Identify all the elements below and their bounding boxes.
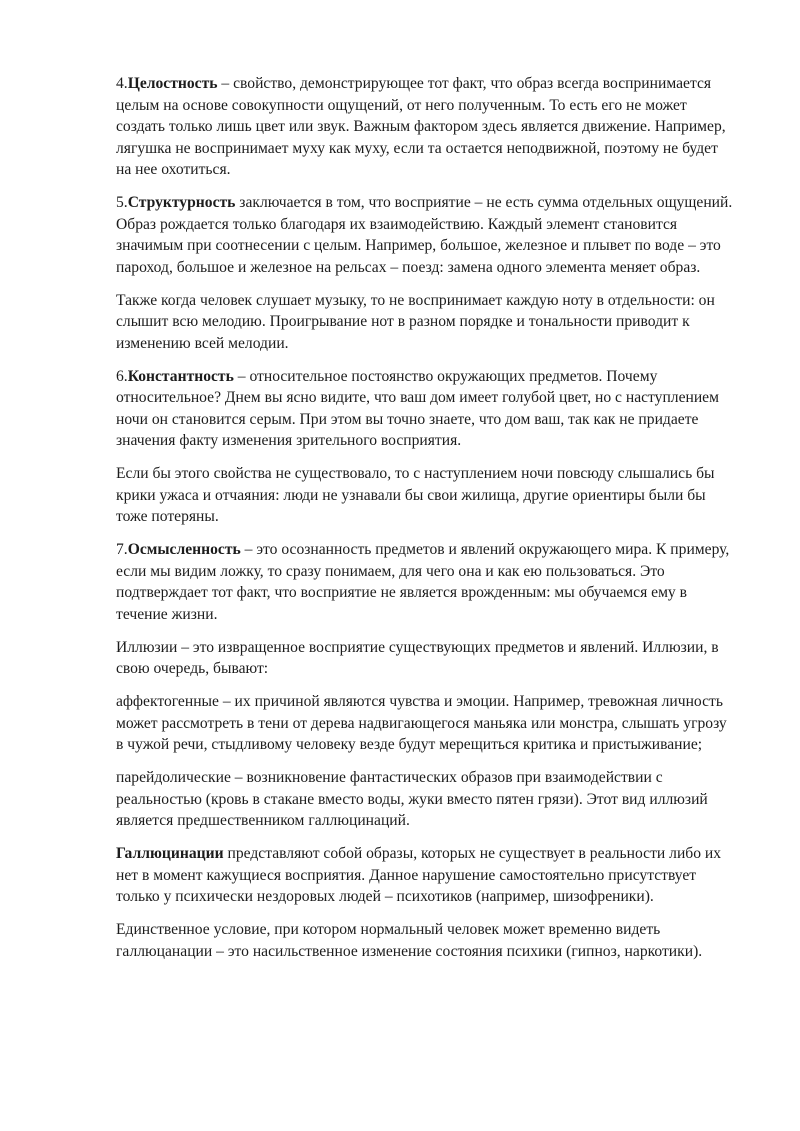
term-heading: Осмысленность — [127, 541, 241, 558]
term-heading: Константность — [127, 367, 234, 385]
paragraph-text: Также когда человек слушает музыку, то не воспринимает каждую ноту в отдельности: он слышит всю мелодию. Проигрывание нот в разном порядке и тональности приводит к изменению всей мелодии. — [116, 291, 715, 352]
paragraph-text: Если бы этого свойства не существовало, то с наступлением ночи повсюду слышались бы крики ужаса и отчаяния: люди не узнавали бы свои жилища, другие ориентиры были бы тоже потеряны. — [116, 465, 715, 525]
paragraph-text: – относительное постоянство окружающих предметов. Почему относительное? Днем вы ясно видите, что ваш дом имеет голубой цвет, но с наступлением ночи он становится серым. При этом вы точно знаете, что дом ваш, так как не придаете значения факту изменения зрительного восприятия. — [116, 367, 719, 449]
paragraph-text: – это осознанность предметов и явлений окружающего мира. К примеру, если мы видим ложку, то сразу понимаем, для чего она и как ею пользоваться. Это подтверждает тот факт, что восприятие не является врожденным: мы обучаемся ему в течение жизни. — [116, 541, 730, 623]
item-number: 7. — [116, 541, 128, 558]
document-body — [116, 73, 736, 974]
paragraph-text: аффектогенные – их причиной являются чувства и эмоции. Например, тревожная личность может рассмотреть в тени от дерева надвигающегося маньяка или монстра, слышать угрозу в чужой речи, стыдливому человеку везде будут мерещиться критика и пристыживание; — [116, 693, 727, 753]
term-heading: Целостность — [127, 75, 218, 92]
paragraph-constancy-example — [116, 463, 736, 528]
paragraph-text: Иллюзии – это извращенное восприятие существующих предметов и явлений. Иллюзии, в свою очередь, бывают: — [116, 638, 719, 677]
item-number: 5. — [116, 194, 128, 211]
paragraph-constancy — [116, 366, 736, 452]
paragraph-hallucinations — [116, 843, 736, 908]
paragraph-music-example — [116, 290, 736, 355]
paragraph-pareidolic — [116, 767, 736, 832]
paragraph-integrity — [116, 73, 736, 181]
paragraph-text: Единственное условие, при котором нормальный человек может временно видеть галлюцанации – это насильственное изменение состояния психики (гипноз, наркотики). — [116, 921, 703, 960]
item-number: 6. — [116, 367, 128, 385]
paragraph-structure — [116, 192, 736, 278]
term-heading: Структурность — [127, 194, 236, 211]
paragraph-text: парейдолические – возникновение фантастических образов при взаимодействии с реальностью (кровь в стакане вместо воды, жуки вместо пятен грязи). Этот вид иллюзий является предшественником галлюцинаций. — [116, 769, 708, 829]
paragraph-affectogenic — [116, 691, 736, 756]
paragraph-text: – свойство, демонстрирующее тот факт, что образ всегда воспринимается целым на основе совокупности ощущений, от него полученным. То есть его не может создать только лишь цвет или звук. Важным фактором здесь является движение. Например, лягушка не воспринимает муху как муху, если та остается неподвижной, поэтому не будет на нее охотиться. — [116, 75, 726, 178]
paragraph-single-condition — [116, 919, 736, 962]
term-heading: Галлюцинации — [116, 845, 224, 862]
item-number: 4. — [116, 75, 128, 92]
paragraph-meaningfulness — [116, 539, 736, 625]
paragraph-illusions — [116, 637, 736, 680]
paragraph-text: заключается в том, что восприятие – не есть сумма отдельных ощущений. Образ рождается только благодаря их взаимодействию. Каждый элемент становится значимым при соотнесении с целым. Например, большое, железное и плывет по воде – это пароход, большое и железное на рельсах – поезд: замена одного элемента меняет образ. — [116, 194, 733, 276]
paragraph-text: представляют собой образы, которых не существует в реальности либо их нет в момент кажущиеся восприятия. Данное нарушение самостоятельно присутствует только у психически нездоровых людей – психотиков (например, шизофреники). — [116, 845, 722, 905]
